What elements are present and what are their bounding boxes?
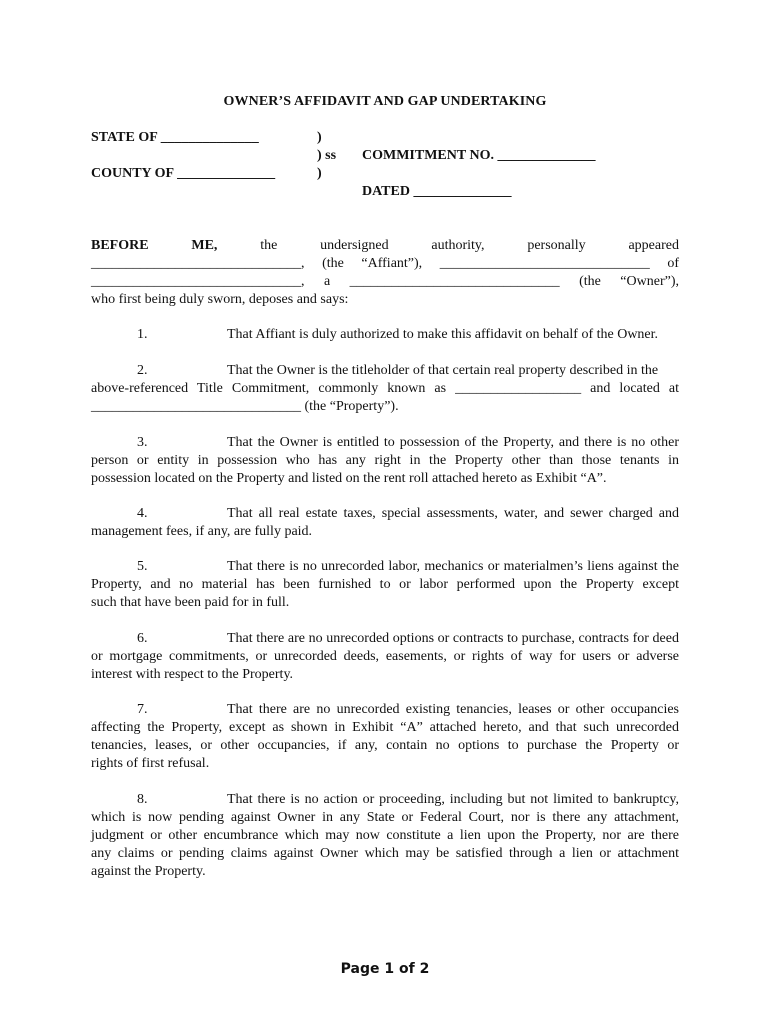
county-field: COUNTY OF ______________ [91, 166, 276, 181]
page-number-footer: Page 1 of 2 [340, 961, 430, 977]
paragraph-number: 6. [137, 631, 148, 646]
intro-me: ME, [191, 238, 218, 253]
caption-paren-3: ) [317, 166, 322, 181]
commitment-number-field: COMMITMENT NO. ______________ [362, 148, 596, 163]
caption-paren-1: ) [317, 130, 322, 145]
paragraph-line [91, 362, 679, 380]
paragraph-line [91, 326, 679, 344]
intro-authority: authority, [431, 238, 485, 253]
paragraph-line [91, 558, 679, 576]
paragraph-line: person or entity in possession who has any right in the Property other than those tenants in [91, 453, 679, 468]
paragraph-number: 3. [137, 435, 148, 450]
paragraph-line: interest with respect to the Property. [91, 667, 294, 682]
document-title: OWNER’S AFFIDAVIT AND GAP UNDERTAKING [223, 94, 547, 109]
intro-before: BEFORE [91, 238, 149, 253]
paragraph-text: That the Owner is entitled to possession of the Property, and there is no other [227, 435, 679, 450]
paragraph-5 [91, 558, 679, 612]
paragraph-line: such that have been paid for in full. [91, 595, 290, 610]
paragraph-number: 8. [137, 792, 148, 807]
paragraph-line: any claims or pending claims against Owner which may be satisfied through a lien or attachment [91, 846, 679, 861]
paragraph-line [91, 630, 679, 648]
paragraph-line [91, 505, 679, 523]
paragraph-line [91, 434, 679, 452]
paragraph-line: Property, and no material has been furnished to or labor performed upon the Property except [91, 577, 679, 592]
paragraph-7 [91, 701, 679, 773]
intro-paragraph [91, 237, 679, 309]
paragraph-number: 1. [137, 327, 148, 342]
intro-line-3: ______________________________, a ______________________________ (the “Owner”), [91, 274, 679, 289]
paragraph-line: possession located on the Property and listed on the rent roll attached hereto as Exhibit “A”. [91, 471, 607, 486]
paragraph-number: 4. [137, 506, 148, 521]
intro-appeared: appeared [628, 238, 679, 253]
paragraph-line: which is now pending against Owner in any State or Federal Court, nor is there any attachment, [91, 810, 679, 825]
intro-the: the [260, 238, 278, 253]
state-field: STATE OF ______________ [91, 130, 259, 145]
paragraph-line: ______________________________ (the “Property”). [91, 399, 399, 414]
intro-personally: personally [527, 238, 586, 253]
intro-line-4: who first being duly sworn, deposes and says: [91, 292, 349, 307]
paragraph-line: judgment or other encumbrance which may now constitute a lien upon the Property, nor are there [91, 828, 679, 843]
paragraph-text: That Affiant is duly authorized to make this affidavit on behalf of the Owner. [227, 327, 659, 342]
paragraph-text: That there are no unrecorded existing tenancies, leases or other occupancies [227, 702, 679, 717]
dated-field: DATED ______________ [362, 184, 512, 199]
paragraph-1 [91, 326, 679, 344]
paragraph-line: affecting the Property, except as shown in Exhibit “A” attached hereto, and that such unrecorded [91, 720, 679, 735]
paragraph-line: above-referenced Title Commitment, commonly known as __________________ and located at [91, 381, 679, 396]
paragraph-line: against the Property. [91, 864, 206, 879]
paragraph-text: That all real estate taxes, special assessments, water, and sewer charged and [227, 506, 679, 521]
paragraph-2 [91, 362, 679, 416]
paragraph-text: That there are no unrecorded options or contracts to purchase, contracts for deed [227, 631, 679, 646]
paragraph-line: rights of first refusal. [91, 756, 210, 771]
paragraph-line: or mortgage commitments, or unrecorded deeds, easements, or rights of way for users or adverse [91, 649, 679, 664]
paragraph-text: That there is no action or proceeding, including but not limited to bankruptcy, [227, 792, 679, 807]
intro-line-2: ______________________________, (the “Affiant”), ______________________________ of [91, 256, 679, 271]
paragraph-number: 2. [137, 363, 148, 378]
paragraph-line [91, 701, 679, 719]
paragraph-3 [91, 434, 679, 488]
paragraph-text: That the Owner is the titleholder of that certain real property described in the [227, 363, 659, 378]
caption-paren-ss: ) ss [317, 148, 337, 163]
paragraph-4 [91, 505, 679, 541]
paragraph-line: tenancies, leases, or other occupancies, if any, contain no options to purchase the Property or [91, 738, 679, 753]
paragraph-6 [91, 630, 679, 684]
paragraph-8 [91, 791, 679, 881]
paragraph-line: management fees, if any, are fully paid. [91, 524, 313, 539]
paragraph-number: 7. [137, 702, 148, 717]
paragraph-line [91, 791, 679, 809]
intro-undersigned: undersigned [320, 238, 389, 253]
paragraph-number: 5. [137, 559, 148, 574]
paragraph-text: That there is no unrecorded labor, mechanics or materialmen’s liens against the [227, 559, 679, 574]
